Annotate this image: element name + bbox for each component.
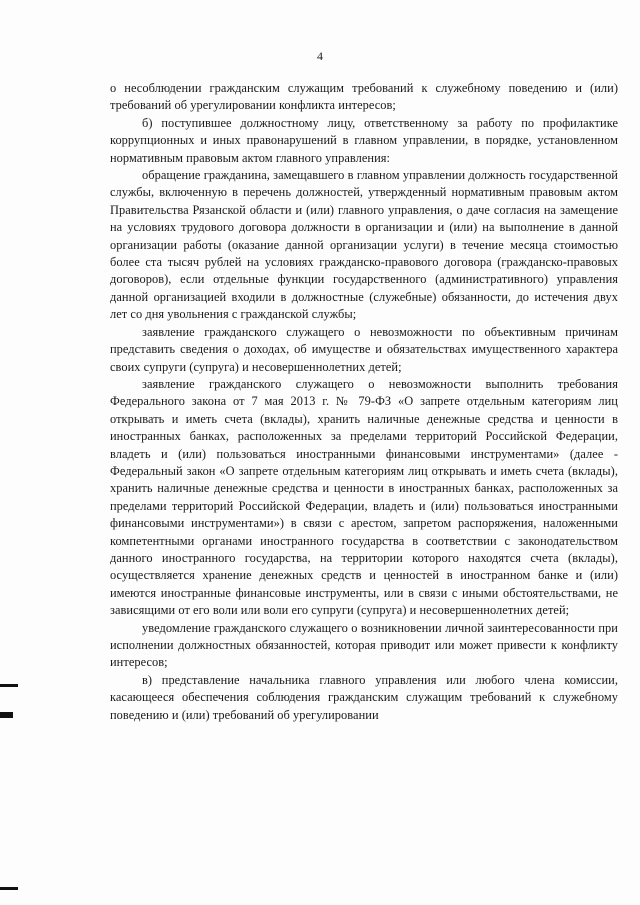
page-number: 4 — [317, 49, 323, 63]
paragraph-citizen-appeal: обращение гражданина, замещавшего в главном управлении должность государственной службы, включенную в перечень должностей, утвержденный нормативным правовым актом Правительства Рязанской области и (или) главного управления, о даче согласия на замещение на условиях трудового договора должности в организации и (или) на выполнение в данной организации работы (оказание данной организации услуги) в течение месяца стоимостью более ста тысяч рублей на условиях гражданско-правового договора (гражданско-правовых договоров), если отдельные функции государственного (административного) управления данной организацией входили в должностные (служебные) обязанности, до истечения двух лет со дня увольнения с гражданской службы; — [110, 168, 618, 322]
paragraph-item-b: б) поступившее должностному лицу, ответственному за работу по профилактике коррупционных и иных правонарушений в главном управлении, в порядке, установленном нормативным правовым актом главного управления: — [110, 115, 618, 165]
paragraph-conflict-notice: уведомление гражданского служащего о возникновении личной заинтересованности при исполнении должностных обязанностей, которая приводит или может привести к конфликту интересов; — [110, 620, 618, 670]
paragraph-foreign-accounts: заявление гражданского служащего о невозможности выполнить требования Федерального закона от 7 мая 2013 г. № 79-ФЗ «О запрете отдельным категориям лиц открывать и иметь счета (вклады), хранить наличные денежные средства и ценности в иностранных банках, расположенных за пределами территорий Российской Федерации, владеть и (или) пользоваться иностранными финансовыми инструментами» (далее - Федеральный закон «О запрете отдельным категориям лиц открывать и иметь счета (вклады), хранить наличные денежные средства и ценности в иностранных банках, расположенных за пределами территорий Российской Федерации, владеть и (или) пользоваться иностранными финансовыми инструментами») в связи с арестом, запретом распоряжения, наложенными компетентными органами иностранного государства в соответствии с законодательством данного иностранного государства, на территории которого находятся счета (вклады), осуществляется хранение денежных средств и ценностей в иностранном банке и (или) имеются иностранные финансовые инструменты, или в связи с иными обстоятельствами, не зависящими от его воли или воли его супруги (супруга) и несовершеннолетних детей; — [110, 376, 618, 618]
document-body — [110, 80, 618, 724]
paragraph-income-statement: заявление гражданского служащего о невозможности по объективным причинам представить сведения о доходах, об имуществе и обязательствах имущественного характера своих супруги (супруга) и несовершеннолетних детей; — [110, 324, 618, 374]
scan-margin-mark — [0, 712, 13, 718]
scan-margin-mark — [0, 887, 18, 890]
paragraph-item-v: в) представление начальника главного управления или любого члена комиссии, касающееся обеспечения соблюдения гражданским служащим требований к служебному поведению и (или) требований об урегулировании — [110, 672, 618, 722]
paragraph-continuation: о несоблюдении гражданским служащим требований к служебному поведению и (или) требований об урегулировании конфликта интересов; — [110, 81, 618, 113]
scan-margin-mark — [0, 684, 18, 687]
